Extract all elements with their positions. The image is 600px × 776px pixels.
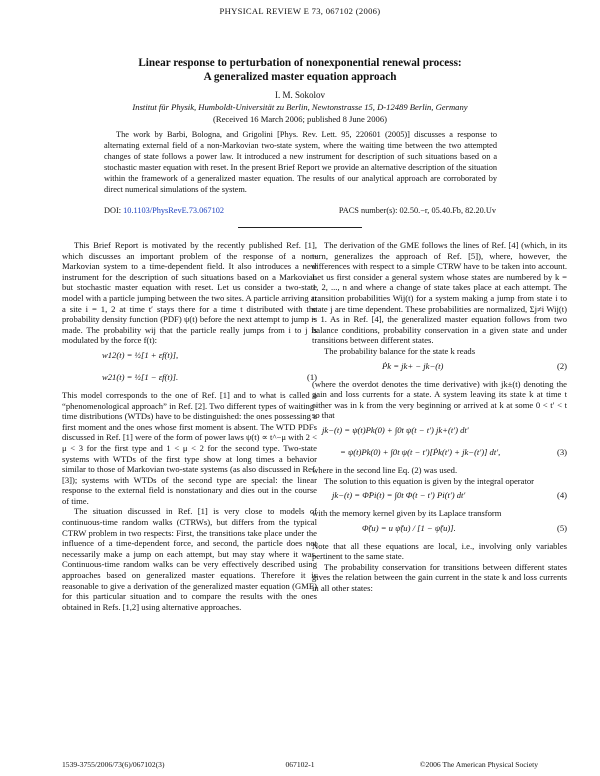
equation-3b: = ψ(t)Pk(0) + ∫0t ψ(t − t′)[Ṗk(t′) + jk−(t′)] dt′, (3): [340, 446, 567, 457]
equation-number: (1): [306, 371, 317, 382]
equation-number: (5): [556, 522, 567, 533]
paragraph: The derivation of the GME follows the lines of Ref. [4] (which, in its turn, generalizes the approach of Ref. [5]), where, however, the differences with respect to a simple CTRW have to be taken into account. Let us first consider a general system whose states are numbered by k = 1, 2, ..., n and where a change of state takes place at each attempt. The transition probabilities Wij(t) for a system making a jump from state i to state j are time dependent. These probabilities are normalized, Σj≠i Wij(t) = 1. As in Ref. [4], the generalized master equation follows from two balance conditions, probability conservation in a given state and under transitions between different states.: [312, 240, 567, 346]
equation-number: (3): [556, 446, 567, 457]
paragraph: The probability balance for the state k reads: [324, 345, 476, 356]
doi-link[interactable]: 10.1103/PhysRevE.73.067102: [123, 206, 225, 215]
doi-label: DOI:: [104, 206, 122, 215]
equation-5: Φ̃(u) = u ψ̃(u) / [1 − ψ̃(u)]. (5): [362, 522, 567, 533]
doi-line: [104, 206, 224, 215]
equation-number: (2): [556, 360, 567, 371]
title-line-2: A generalized master equation approach: [203, 71, 397, 83]
paragraph: with the memory kernel given by its Laplace transform: [312, 508, 502, 519]
paragraph: The probability conservation for transitions between different states gives the relation between the gain current in the state k and loss currents in all other states:: [312, 561, 567, 594]
journal-header: PHYSICAL REVIEW E 73, 067102 (2006): [219, 6, 381, 16]
equation-3a: jk−(t) = ψ(t)Pk(0) + ∫0t ψ(t − t′) jk+(t′) dt′: [322, 424, 469, 435]
abstract: The work by Barbi, Bologna, and Grigolini [Phys. Rev. Lett. 95, 220601 (2005)] discusses a response to alternating external field of a non-Markovian two-state system, where the waiting time between the two attempted changes of state follows a power law. It introduced a new instrument for description of such situations based on a stochastic master equation with reset. In the present Brief Report we provide an alternative description of the situation within the framework of a generalized master equation. The results of our analytical approach are corroborated by direct numerical simulations of the system.: [104, 130, 497, 194]
footer-issn: 1539-3755/2006/73(6)/067102(3): [62, 760, 165, 769]
affiliation: Institut für Physik, Humboldt-Universität zu Berlin, Newtonstrasse 15, D-12489 Berlin, Germany: [132, 102, 468, 112]
right-column: [312, 240, 567, 594]
left-column: [62, 240, 317, 612]
paragraph: The situation discussed in Ref. [1] is very close to models of continuous-time random walks (CTRWs), but differs from the typical CTRW problem in two respects: First, the transitions take place under the influence of a time-dependent force, and second, the particle does not necessarily make a jump on each attempt, but may stay where it was. Continuous-time random walks can be very effectively described using approaches based on generalized master equations. Therefore it is reasonable to give a derivation of the generalized master equation (GME) for this particular situation and to compare the results with the ones obtained in Refs. [1,2] using alternative approaches.: [62, 506, 317, 612]
equation-2: Ṗk = jk+ − jk−(t) (2): [382, 360, 567, 371]
separator-rule: [238, 227, 362, 228]
equation-4: jk−(t) = Φ̂Pi(t) = ∫0t Φ(t − t′) Pi(t′) dt′ (4): [332, 490, 567, 501]
equation-number: (4): [556, 490, 567, 501]
received-dates: (Received 16 March 2006; published 8 June 2006): [213, 114, 387, 124]
equation-1a: w12(t) = ½[1 + εf(t)],: [102, 349, 179, 360]
footer-copyright: ©2006 The American Physical Society: [419, 760, 538, 769]
title-line-1: Linear response to perturbation of nonexponential renewal process:: [138, 57, 462, 69]
equation-1b: w21(t) = ½[1 − εf(t)]. (1): [102, 371, 317, 382]
footer-page-number: 067102-1: [285, 760, 315, 769]
paragraph: This Brief Report is motivated by the recently published Ref. [1], which discusses an important problem of the response of a non-Markovian system to a time-dependent field. It also introduces a new instrument for the description of such situations based on a Markovian but stochastic master equation with reset. Let us consider a two-state model with a particle jumping between the two sites. A particle arriving at a site i = 1, 2 at time t′ stays there for a time t distributed with the probability density function (PDF) ψ(t) before the next attempt to jump is made. The probability wij that the particle really jumps from i to j is modulated by the force f(t):: [62, 240, 317, 346]
pacs-numbers: PACS number(s): 02.50.−r, 05.40.Fb, 82.20.Uv: [338, 206, 496, 215]
author: I. M. Sokolov: [274, 90, 325, 100]
paragraph: Note that all these equations are local, i.e., involving only variables pertinent to the same state.: [312, 540, 567, 562]
paragraph: (where the overdot denotes the time derivative) with jk±(t) denoting the gain and loss currents for a state. A system leaving its state k at time t either was in k from the very beginning or arrived at k at some 0 < t′ < t so that: [312, 378, 567, 421]
paragraph: This model corresponds to the one of Ref. [1] and to what is called a “phenomenological approach” in Ref. [2]. Two different types of waiting-time distributions (WTDs) have to be distinguished: the ones possessing a first moment and the ones whose first moment is absent. The WTD PDFs discussed in Ref. [1] were of the form of power laws ψ(t) ∝ t^−μ with 2 < μ < 3 for the first type and 1 < μ < 2 for the second type. Two-state systems with WTDs of the first type show at long times a behavior similar to those of Markovian two-state systems (as also discussed in Ref. [3]); systems with WTDs of the second type are special: the linear response to the external field is nonstationary and dies out in the course of time.: [62, 389, 317, 506]
paper-title: [60, 56, 540, 84]
paragraph: The solution to this equation is given by the integral operator: [324, 475, 535, 486]
paragraph: where in the second line Eq. (2) was used.: [312, 464, 458, 475]
